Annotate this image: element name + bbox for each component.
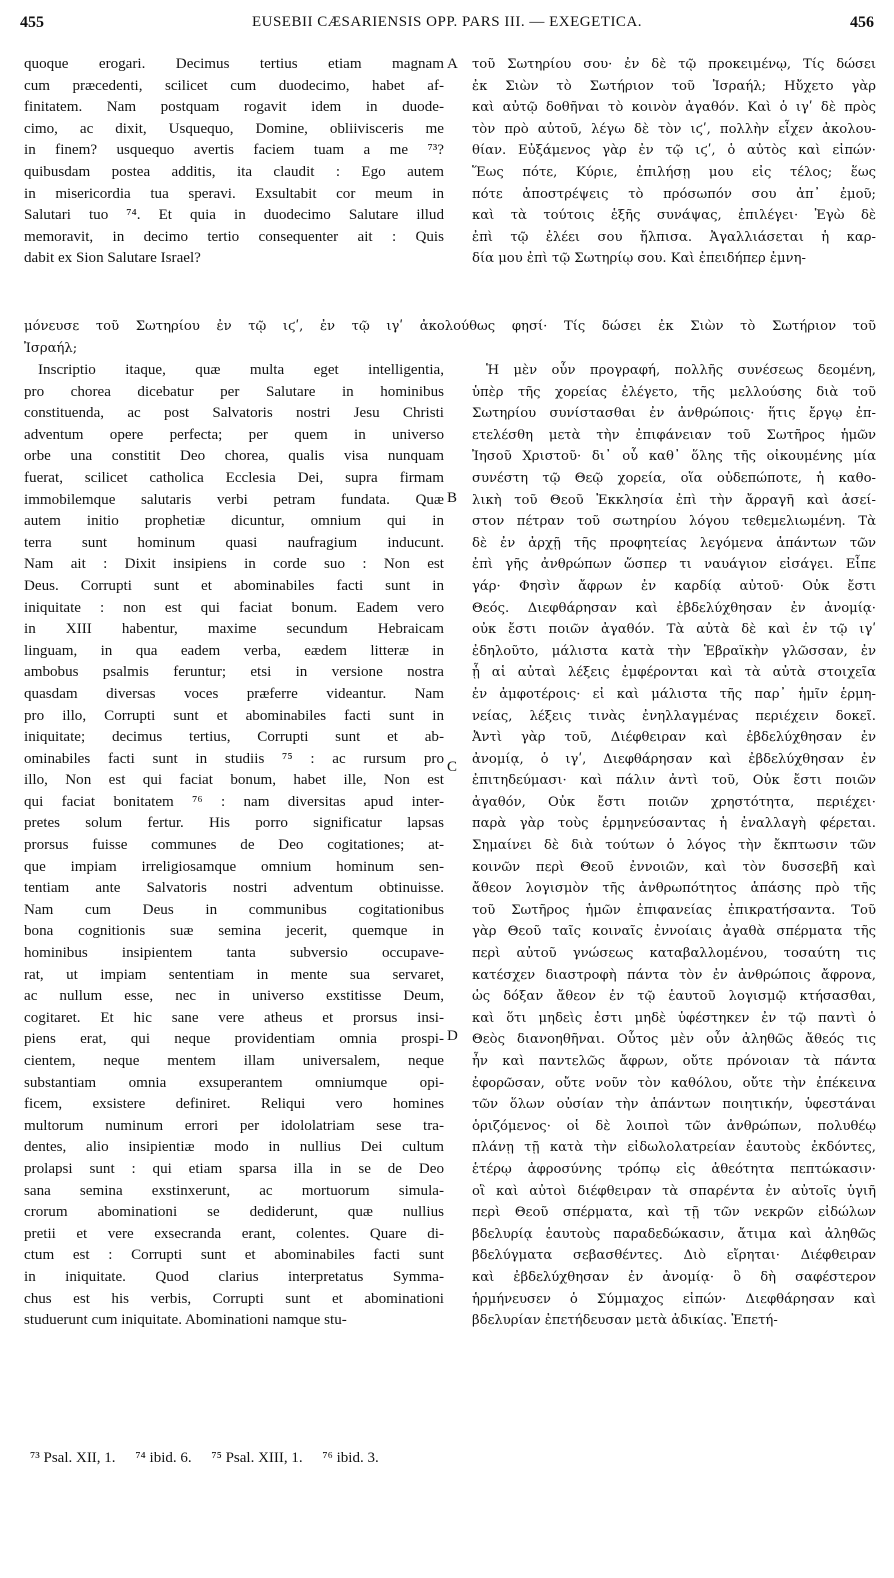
text-line: que impiam irreligiosamque omnium hominum sen-	[24, 858, 444, 875]
page-number-left: 455	[20, 14, 44, 31]
text-line: chus est his verbis, Corrupti sunt et abominationi	[24, 1290, 444, 1307]
text-line: καὶ αὐτῷ δοθῆναι τὸ κοινὸν ἀγαθόν. Καὶ ὁ ιγʹ δὲ πρὸς	[472, 100, 876, 116]
text-line: ἐπὶ τῷ ἐλέει σου ἤλπισα. Ἀγαλλιάσεται ἡ καρ-	[472, 229, 876, 245]
text-line: ετελέσθη μετὰ τὴν ἐπιφάνειαν τοῦ Σωτῆρος ἡμῶν	[472, 427, 876, 443]
greek-spanning-lines	[24, 316, 876, 359]
text-line: ἡρμήνευσεν ὁ Σύμμαχος εἰπών· Διεφθάρησαν καὶ	[472, 1291, 876, 1307]
text-line: quasdam diversas voces præferre videantur. Nam	[24, 685, 444, 702]
text-line: quoque erogari. Decimus tertius etiam magnam	[24, 56, 444, 72]
footnote: ⁷³ Psal. XII, 1.	[30, 1450, 116, 1466]
text-line: Ἡ μὲν οὖν προγραφή, πολλῆς συνέσεως δεομένη,	[486, 363, 876, 378]
page-number-right: 456	[850, 14, 874, 31]
text-line: in XIII habentur, maxime secundum Hebraicam	[24, 621, 444, 638]
footnote: ⁷⁵ Psal. XIII, 1.	[211, 1450, 303, 1466]
text-line: orbe una constitit Deo chorea, qualis visa nunquam	[24, 448, 444, 465]
text-line: ambobus psalmis feruntur; etsi in versione nostra	[24, 664, 444, 681]
text-line: ficem, exsistere definiret. Reliqui vero homines	[24, 1096, 444, 1113]
text-line: καὶ ἐβδελύχθησαν ἐν ἀνομίᾳ· ὃ δὴ σαφέστερον	[472, 1269, 876, 1285]
text-line: sana semina exstinxerunt, ac mortuorum simula-	[24, 1182, 444, 1199]
text-line: pro chorea dicebatur per Salutare in hominibus	[24, 383, 444, 400]
text-line: ominabiles facti sunt in studiis ⁷⁵ : ac rursum pro	[24, 750, 444, 767]
text-line: in misericordia tua speravi. Exsultabit cor meum in	[24, 185, 444, 202]
running-header	[20, 14, 874, 38]
text-line: βδελυρίαν ἐπετήδευσαν μετὰ ἀδικίας. Ἐπετή-	[472, 1313, 778, 1329]
text-line: Inscriptio itaque, quæ multa eget intelligentia,	[38, 362, 444, 378]
text-line: πλάνῃ τῇ κατὰ τὴν εἰδωλολατρείαν ἑαυτοὺς ἐκδόντες,	[472, 1140, 876, 1156]
text-line: ἐφορῶσαν, οὔτε νοῦν τὸν καθόλου, οὔτε τὴν ἐπέκεινα	[472, 1075, 876, 1091]
latin-column-main	[24, 360, 444, 1332]
text-line: ὁριζόμενος· οἱ δὲ λοιποὶ τῶν ἀνθρώπων, πολυθέῳ	[472, 1118, 876, 1134]
text-line: memoravit, in decimo tertio consequenter ait : Quis	[24, 228, 444, 245]
text-line: piens erat, qui neque providentiam omnia prospi-	[24, 1031, 444, 1048]
text-line: γὰρ Θεοῦ ταῖς κοιναῖς ἐννοίαις ἀγαθὰ σπέρματα τῆς	[472, 924, 876, 940]
section-marker-d: D	[447, 1028, 458, 1044]
text-line: constituenda, ac post Salvatoris nostri Jesu Christi	[24, 405, 444, 422]
text-line: πότε ἀποστρέψεις τὸ πρόσωπόν σου ἀπ᾽ ἐμοῦ;	[472, 186, 876, 202]
text-line: τοῦ Σωτηρίου σου· ἐν δὲ τῷ προκειμένῳ, Τίς δώσει	[472, 57, 876, 72]
latin-column-top	[24, 54, 444, 270]
text-line: crorum abominationi se dediderunt, quæ nullius	[24, 1204, 444, 1221]
text-line: finitatem. Nam postquam rogavit idem in duode-	[24, 99, 444, 116]
text-line: immobilemque salutaris verbi petram fundata. Quæ	[24, 491, 444, 508]
text-line: τῶν ὅλων οὐσίαν τὴν ἁπάντων ποιητικήν, ὑφεστάναι	[472, 1097, 876, 1113]
text-line: κατέσχεν διαστροφὴ πάντα τὸν ἐν ἀνθρώποις ἄφρονα,	[472, 967, 876, 983]
text-line: δία μου ἐπὶ τῷ Σωτηρίῳ σου. Καὶ ἐπειδήπερ ἐμνη-	[472, 251, 806, 267]
text-line: Θεὸς διανοηθῆναι. Οὗτος μὲν οὖν ἀληθῶς ἄθεός τις	[472, 1032, 876, 1048]
text-line: μόνευσε τοῦ Σωτηρίου ἐν τῷ ιϛʹ, ἐν τῷ ιγʹ ἀκολούθως φησί· Τίς δώσει ἐκ Σιὼν τὸ Σωτήριον τοῦ	[24, 319, 876, 334]
text-line: studuerunt cum iniquitate. Abominationi namque stu-	[24, 1312, 347, 1329]
text-line: cogitaret. Et hic sane vere atheus et prorsus insi-	[24, 1009, 444, 1026]
text-line: rat, ut impiam sententiam in mente sua servaret,	[24, 966, 444, 983]
text-line: Σωτηρίου συνίστασθαι ἐν ἀνθρώποις· ἥτις ἔργῳ ἐπ-	[472, 406, 876, 422]
text-line: pretii et vere exsecranda erant, colentes. Quare di-	[24, 1225, 444, 1242]
text-line: ἐκ Σιὼν τὸ Σωτήριον τοῦ Ἰσραήλ; Ηὔχετο γὰρ	[472, 78, 876, 94]
text-line: ὡς δόξαν ἄθεον ἐν τῷ ἑαυτοῦ λογισμῷ κτήσασθαι,	[472, 989, 876, 1005]
text-line: Ἰησοῦ Χριστοῦ· δι᾽ οὗ καθ᾽ ὅλης τῆς οἰκουμένης μία	[472, 449, 876, 465]
text-line: dentes, alio insipientiæ modo in nullius Dei cultum	[24, 1139, 444, 1156]
text-line: θίαν. Εὐξάμενος γὰρ ἐν τῷ ιϛʹ, ὁ αὐτὸς καὶ εἰπών·	[472, 143, 876, 159]
text-line: ac nullum esse, nec in universo exstitisse Deum,	[24, 988, 444, 1005]
running-title: EUSEBII CÆSARIENSIS OPP. PARS III. — EXEGETICA.	[251, 14, 643, 30]
text-line: ἐπὶ γῆς ἀνθρώπων ὥσπερ τι ναυάγιον εἰσάγει. Εἶπε	[472, 557, 876, 573]
text-line: γάρ· Φησὶν ἄφρων ἐν καρδίᾳ αὐτοῦ· Οὐκ ἔστι	[472, 578, 876, 594]
text-line: στον πέτραν τοῦ σωτηρίου λόγου τεθεμελιωμένη. Τὰ	[472, 514, 876, 530]
text-line: περὶ αὐτοῦ γνώσεως καταβαλλομένου, τοσαύτη τις	[472, 946, 876, 962]
text-line: οἳ καὶ αὐτοὶ διέφθειραν τὰ σπαρέντα ἐν αὐτοῖς ὑγιῆ	[472, 1183, 876, 1199]
section-marker-b: B	[447, 490, 458, 506]
text-line: iniquitate : non est qui faciat bonum. Eadem vero	[24, 599, 444, 616]
footnote: ⁷⁴ ibid. 6.	[135, 1450, 192, 1466]
text-line: ἦν καὶ παντελῶς ἄφρων, οὔτε πρόνοιαν τὰ πάντα	[472, 1054, 876, 1069]
text-line: Nam ait : Dixit insipiens in corde suo : Non est	[24, 556, 444, 573]
text-line: καὶ ὅτι μηδεὶς ἐστι μηδὲ ὑφέστηκεν ἐν τῷ παντὶ ὁ	[472, 1010, 876, 1026]
text-line: cum præcedenti, scilicet cum duodecimo, habet af-	[24, 77, 444, 94]
text-line: pro illo, Corrupti sunt et abominabiles facti sunt in	[24, 707, 444, 724]
greek-column-main	[472, 360, 876, 1332]
text-line: cientem, neque mentem illam universalem, neque	[24, 1053, 444, 1069]
text-line: prolapsi sunt : qui etiam sparsa illa in se de Deo	[24, 1160, 444, 1177]
text-line: iniquitate; decimus tertius, Corrupti sunt et ab-	[24, 729, 444, 746]
text-line: linguam, in qua eadem verba, eædem litteræ in	[24, 642, 444, 659]
text-line: in finem? usquequo avertis faciem tuam a me ⁷³?	[24, 142, 444, 159]
text-line: dabit ex Sion Salutare Israel?	[24, 250, 201, 267]
text-line: τὸν πρὸ αὐτοῦ, λέγω δὲ τὸν ιϛʹ, πολλὴν εἶχεν ἀκολου-	[472, 121, 876, 137]
text-line: καὶ τὰ τούτοις ἑξῆς συνάψας, ἐπιλέγει· Ἐγὼ δὲ	[472, 208, 876, 224]
text-line: νείας, λέξεις τινὰς ἐνηλλαγμένας περιέχειν δοκεῖ.	[472, 708, 876, 724]
text-line: substantiam omnia exsuperantem omniumque opi-	[24, 1074, 444, 1091]
text-line: οὐκ ἔστι ποιῶν ἀγαθόν. Τὰ αὐτὰ δὲ καὶ ἐν τῷ ιγʹ	[472, 622, 876, 638]
text-line: Nam cum Deus in communibus cogitationibus	[24, 901, 444, 918]
text-line: pretes solum fertur. His porro significatur lapsas	[24, 815, 444, 832]
text-line: κοινῶν περὶ Θεοῦ ἐννοιῶν, καὶ τὸν δυσσεβῆ καὶ	[472, 859, 876, 875]
text-line: adventum opere perfecta; per quem in universo	[24, 426, 444, 443]
greek-column-top	[472, 54, 876, 270]
text-line: ἐν ἀμφοτέροις· εἰ καὶ μάλιστα τῆς παρ᾽ ἡμῖν ἑρμη-	[472, 686, 876, 702]
text-line: ἄθεον λογισμὸν τῆς ἀνθρωπότητος ἁπάσης πρὸ τῆς	[472, 881, 876, 897]
text-line: βδελυρίᾳ ἑαυτοὺς παραδεδώκασιν, ἄτιμα καὶ ἀληθῶς	[472, 1226, 876, 1242]
text-line: ἀνομίᾳ, ὁ ιγʹ, Διεφθάρησαν καὶ ἐβδελύχθησαν ἐν	[472, 751, 876, 767]
text-line: συνέστη τῷ Θεῷ χορεία, οἵα οὐδεπώποτε, ἡ καθο-	[472, 470, 876, 486]
text-line: ἀγαθόν, Οὐκ ἔστι ποιῶν χρηστότητα, περιέχει·	[472, 794, 876, 810]
section-marker-c: C	[447, 759, 458, 775]
text-line: Σημαίνει δὲ διὰ τούτων ὁ λόγος τὴν ἔκπτωσιν τῶν	[472, 838, 876, 854]
text-line: illo, Non est qui faciat bonum, habet ille, Non est	[24, 772, 444, 789]
text-line: Θεός. Διεφθάρησαν καὶ ἐβδελύχθησαν ἐν ἀνομίᾳ·	[472, 600, 876, 616]
footnote: ⁷⁶ ibid. 3.	[322, 1450, 379, 1466]
text-line: ἑτέρῳ ἀφροσύνης τρόπῳ εἰς ἀθεότητα πεπτώκασιν·	[472, 1161, 876, 1177]
text-line: in iniquitate. Quod clarius interpretatus Symma-	[24, 1268, 444, 1285]
section-marker-a: A	[447, 56, 458, 72]
text-line: bona cognitionis suæ semina jecerit, quemque in	[24, 923, 444, 940]
text-line: περὶ Θεοῦ σπέρματα, καὶ τῇ τῶν νεκρῶν εἰδώλων	[472, 1205, 876, 1221]
text-line: multorum numinum errori per idololatriam sese tra-	[24, 1117, 444, 1134]
text-line: terra sunt hominum quasi naufragium inducunt.	[24, 534, 444, 551]
text-line: fuerat, scilicet catholica Ecclesia Dei, supra firmam	[24, 469, 444, 486]
text-line: autem initio prophetiæ dicuntur, omnium qui in	[24, 513, 444, 530]
text-line: Deus. Corrupti sunt et abominabiles facti sunt in	[24, 577, 444, 594]
text-line: qui faciat bonitatem ⁷⁶ : nam diversitas apud inter-	[24, 793, 444, 810]
text-line: hominibus insipientem tanta subversio occupave-	[24, 945, 444, 962]
text-line: prorsus fuisse communes de Deo cogitationes; at-	[24, 837, 444, 854]
text-line: Salutari tuo ⁷⁴. Et quia in duodecimo Salutare illud	[24, 207, 444, 224]
text-line: quibusdam postea additis, ita claudit : Ego autem	[24, 163, 444, 180]
text-line: ὑπὲρ τῆς χορείας ἐλέγετο, τῆς μελλούσης διὰ τοῦ	[472, 384, 876, 400]
text-line: tentiam ante Salvatoris nostri adventum obtinuisse.	[24, 880, 444, 897]
text-line: παρὰ γὰρ τοὺς ἑρμηνεύσαντας ἡ ἐναλλαγὴ φέρεται.	[472, 816, 876, 832]
text-line: ἐπιτηδεύμασι· καὶ πάλιν ἀντὶ τοῦ, Οὐκ ἔστι ποιῶν	[472, 773, 876, 789]
text-line: Ἰσραήλ;	[24, 340, 78, 356]
text-line: λικὴ τοῦ Θεοῦ Ἐκκλησία ἐπὶ τὴν ἄρραγῆ καὶ ἀσεί-	[472, 492, 876, 508]
footnotes	[30, 1450, 395, 1467]
text-line: Ἕως πότε, Κύριε, ἐπιλήσῃ μου εἰς τέλος; ἕως	[472, 164, 876, 180]
text-line: βδελύγματα σεβασθέντες. Διὸ εἴρηται· Διέφθειραν	[472, 1248, 876, 1264]
text-line: ᾗ αἱ αὐταὶ λέξεις ἐμφέρονται καὶ τὰ αὐτὰ στοιχεῖα	[472, 665, 876, 681]
text-line: ctum est : Corrupti sunt et abominabiles facti sunt	[24, 1247, 444, 1264]
text-line: cimo, ac dixit, Usquequo, Domine, obliivisceris me	[24, 120, 444, 137]
text-line: Ἀντὶ γὰρ τοῦ, Διέφθειραν καὶ ἐβδελύχθησαν ἐν	[472, 730, 876, 746]
text-line: ἐδηλοῦτο, μάλιστα κατὰ τὴν Ἑβραϊκὴν γλῶσσαν, ἐν	[472, 643, 876, 659]
text-line: δὲ ἐν ἀρχῇ τῆς προφητείας λεγόμενα ἁπάντων τῶν	[472, 535, 876, 551]
text-line: τοῦ Σωτῆρος ἡμῶν ἐπιφανείας ἐπικρατήσαντα. Τοῦ	[472, 902, 876, 918]
